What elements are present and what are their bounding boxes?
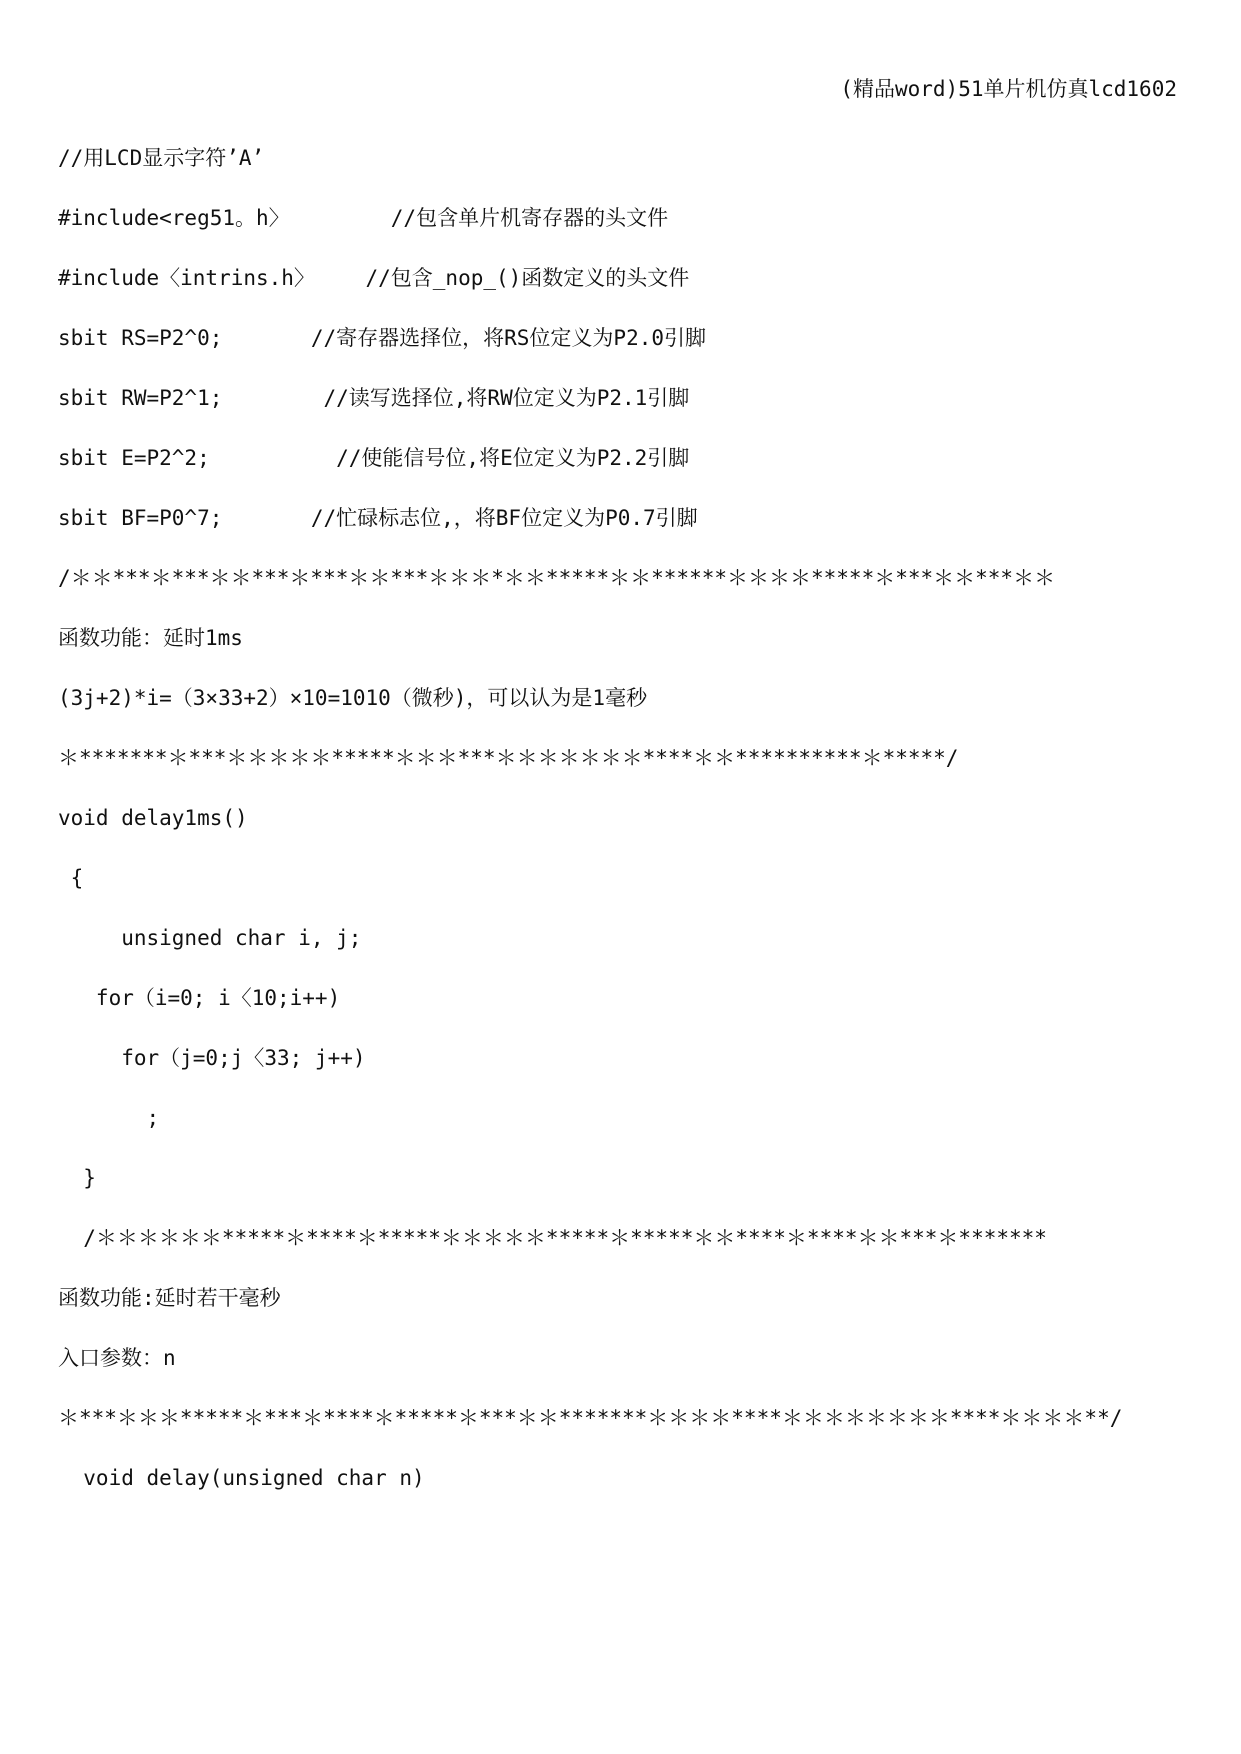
code-line: 函数功能：延时1ms [58,626,243,650]
code-line: } [58,1166,96,1190]
code-line: sbit BF=P0^7; //忙碌标志位,，将BF位定义为P0.7引脚 [58,506,698,530]
code-line: /＊＊＊＊＊＊*****＊****＊*****＊＊＊＊＊*****＊*****＊＊****＊****＊＊***＊******* [58,1226,1047,1250]
code-line: for（j=0;j〈33; j++) [58,1046,366,1070]
page-header-title: (精品word)51单片机仿真lcd1602 [840,77,1177,101]
code-line: ＊***＊＊＊*****＊***＊****＊*****＊***＊＊*******＊＊＊＊****＊＊＊＊＊＊＊＊****＊＊＊＊**/ [58,1406,1123,1430]
code-line: /＊＊***＊***＊＊***＊***＊＊***＊＊＊*＊＊*****＊＊******＊＊＊＊*****＊***＊＊***＊＊ [58,566,1056,590]
code-line: //用LCD显示字符’A’ [58,146,265,170]
code-line: (3j+2)*i=（3×33+2）×10=1010（微秒)，可以认为是1毫秒 [58,686,648,710]
code-line: { [58,866,84,890]
code-line: 入口参数：n [58,1346,176,1370]
code-line: void delay(unsigned char n) [58,1466,425,1490]
code-line: for（i=0; i〈10;i++) [58,986,341,1010]
code-line: sbit E=P2^2; //使能信号位,将E位定义为P2.2引脚 [58,446,690,470]
code-line: 函数功能:延时若干毫秒 [58,1286,281,1310]
code-line: ; [58,1106,160,1130]
code-line: ＊*******＊***＊＊＊＊＊*****＊＊＊***＊＊＊＊＊＊＊****＊＊**********＊*****/ [58,746,959,770]
code-line: sbit RS=P2^0; //寄存器选择位，将RS位定义为P2.0引脚 [58,326,707,350]
code-line: sbit RW=P2^1; //读写选择位,将RW位定义为P2.1引脚 [58,386,690,410]
code-line: unsigned char i, j; [58,926,362,950]
code-line: #include〈intrins.h〉 //包含_nop_()函数定义的头文件 [58,266,690,290]
code-line: void delay1ms() [58,806,248,830]
code-line: #include<reg51。h〉 //包含单片机寄存器的头文件 [58,206,669,230]
